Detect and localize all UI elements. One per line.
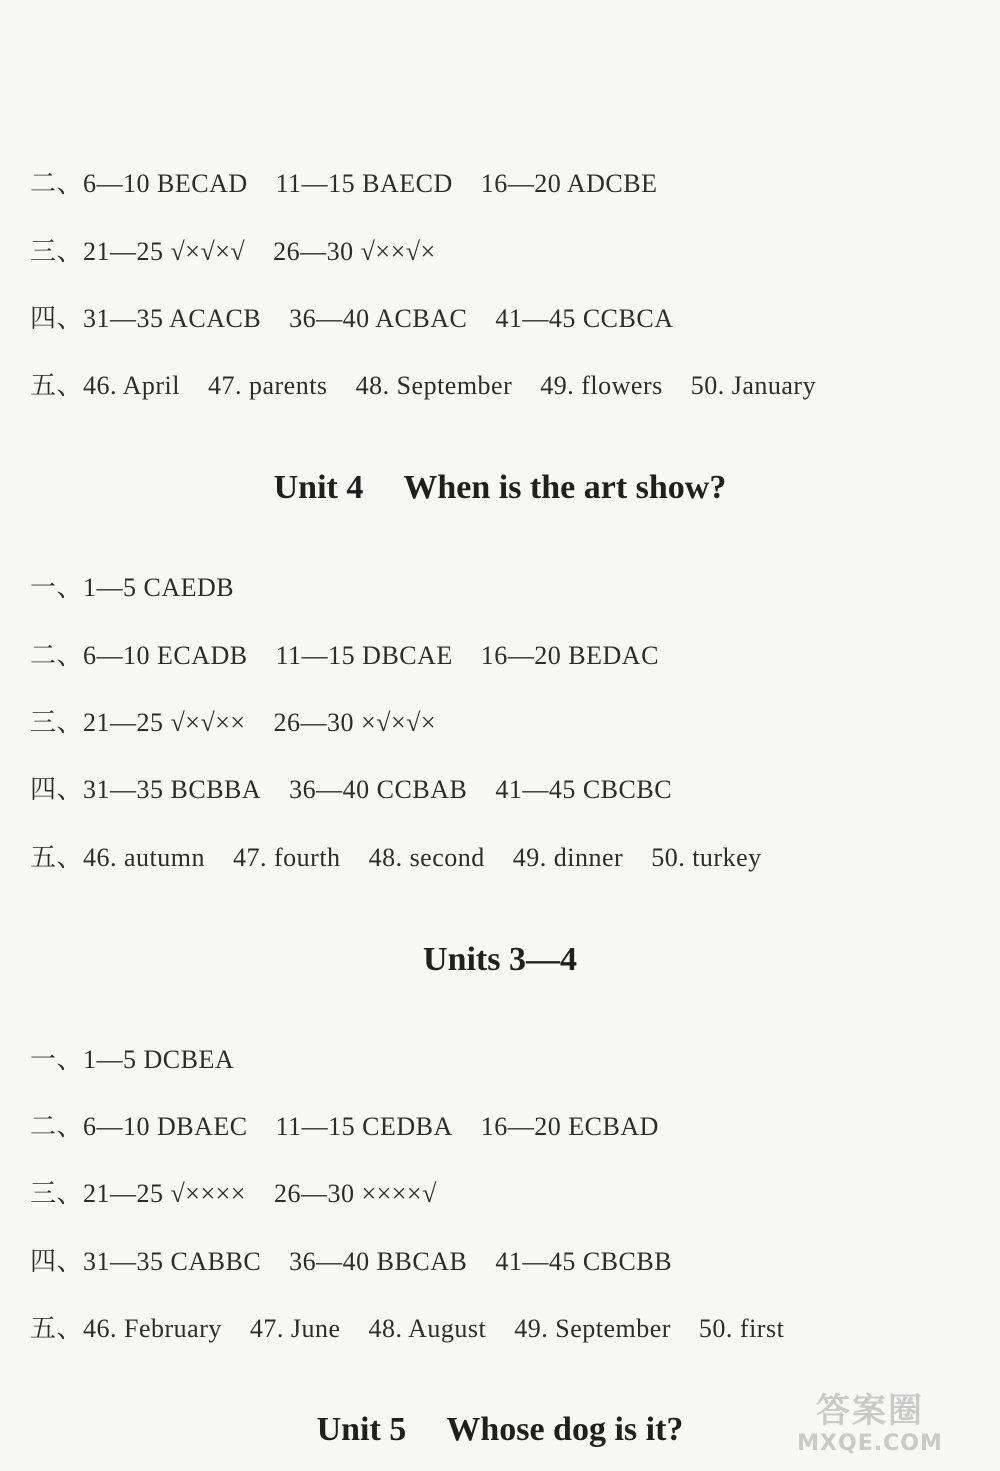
question-section-number: 一、 xyxy=(30,573,84,602)
answer-group: 48. August xyxy=(368,1314,487,1343)
answer-group: 41—45 CBCBC xyxy=(495,775,673,804)
unit-heading xyxy=(0,466,1000,510)
question-section-number: 三、 xyxy=(30,708,84,737)
answer-line xyxy=(30,366,816,406)
answer-line xyxy=(30,1174,437,1214)
question-section-number: 五、 xyxy=(30,371,84,400)
answer-group: 47. June xyxy=(249,1314,341,1343)
answer-group: 11—15 BAECD xyxy=(275,169,453,198)
unit-number: Unit 5 xyxy=(316,1411,407,1448)
question-section-number: 五、 xyxy=(30,843,84,872)
answer-group: 36—40 BBCAB xyxy=(289,1247,468,1276)
answer-group: 21—25 √×√×√ xyxy=(83,237,246,266)
answer-group: 16—20 ADCBE xyxy=(480,169,658,198)
answer-group: 26—30 √××√× xyxy=(273,237,436,266)
question-section-number: 四、 xyxy=(30,775,84,804)
answer-group: 26—30 ×√×√× xyxy=(273,708,437,737)
answer-group: 36—40 ACBAC xyxy=(289,304,468,333)
unit-heading xyxy=(0,938,1000,982)
answer-group: 21—25 √×√×× xyxy=(83,708,246,737)
question-section-number: 五、 xyxy=(30,1314,84,1343)
answer-line xyxy=(30,636,659,676)
question-section-number: 三、 xyxy=(30,1179,84,1208)
answer-group: 1—5 CAEDB xyxy=(83,573,235,602)
answer-group: 46. April xyxy=(83,371,180,400)
question-section-number: 二、 xyxy=(30,169,84,198)
answer-group: 46. February xyxy=(83,1314,222,1343)
answer-group: 1—5 DCBEA xyxy=(83,1045,235,1074)
answer-group: 41—45 CCBCA xyxy=(495,304,674,333)
answer-group: 16—20 BEDAC xyxy=(480,641,659,670)
answer-line xyxy=(30,1242,672,1282)
answer-group: 46. autumn xyxy=(83,843,206,872)
answer-line xyxy=(30,1040,234,1080)
answer-group: 6—10 ECADB xyxy=(83,641,248,670)
answer-group: 47. parents xyxy=(207,371,328,400)
answer-line xyxy=(30,1309,784,1349)
question-section-number: 二、 xyxy=(30,641,84,670)
answer-group: 49. flowers xyxy=(540,371,663,400)
answer-line xyxy=(30,232,436,272)
answer-line xyxy=(30,703,436,743)
question-section-number: 三、 xyxy=(30,237,84,266)
answer-line xyxy=(30,1107,659,1147)
answer-group: 31—35 CABBC xyxy=(83,1247,262,1276)
answer-group: 49. September xyxy=(514,1314,671,1343)
answer-group: 50. turkey xyxy=(651,843,762,872)
answer-line xyxy=(30,299,673,339)
answer-group: 50. first xyxy=(698,1314,785,1343)
answer-group: 41—45 CBCBB xyxy=(495,1247,673,1276)
answer-line xyxy=(30,838,762,878)
answer-group: 49. dinner xyxy=(512,843,624,872)
question-section-number: 二、 xyxy=(30,1112,84,1141)
answer-line xyxy=(30,770,672,810)
watermark-title: 答案圈 xyxy=(816,1391,924,1431)
answer-group: 31—35 ACACB xyxy=(83,304,262,333)
answer-group: 47. fourth xyxy=(233,843,341,872)
answer-group: 50. January xyxy=(690,371,817,400)
unit-number: Unit 4 xyxy=(273,469,364,506)
answer-line xyxy=(30,164,657,204)
unit-title: Whose dog is it? xyxy=(446,1411,684,1448)
answer-group: 48. September xyxy=(355,371,513,400)
answer-group: 26—30 ××××√ xyxy=(273,1179,437,1208)
answer-line xyxy=(30,568,234,608)
answer-group: 6—10 BECAD xyxy=(83,169,248,198)
answer-group: 16—20 ECBAD xyxy=(480,1112,659,1141)
answer-group: 6—10 DBAEC xyxy=(83,1112,248,1141)
answer-group: 11—15 DBCAE xyxy=(275,641,453,670)
answer-group: 31—35 BCBBA xyxy=(83,775,262,804)
question-section-number: 四、 xyxy=(30,304,84,333)
watermark-url: MXQE.COM xyxy=(797,1431,943,1456)
question-section-number: 一、 xyxy=(30,1045,84,1074)
answer-group: 48. second xyxy=(368,843,485,872)
question-section-number: 四、 xyxy=(30,1247,84,1276)
answer-group: 21—25 √×××× xyxy=(83,1179,246,1208)
answer-group: 36—40 CCBAB xyxy=(289,775,468,804)
watermark-logo xyxy=(770,1391,970,1461)
answer-group: 11—15 CEDBA xyxy=(275,1112,453,1141)
unit-title: Units 3—4 xyxy=(423,941,577,978)
unit-title: When is the art show? xyxy=(403,469,727,506)
